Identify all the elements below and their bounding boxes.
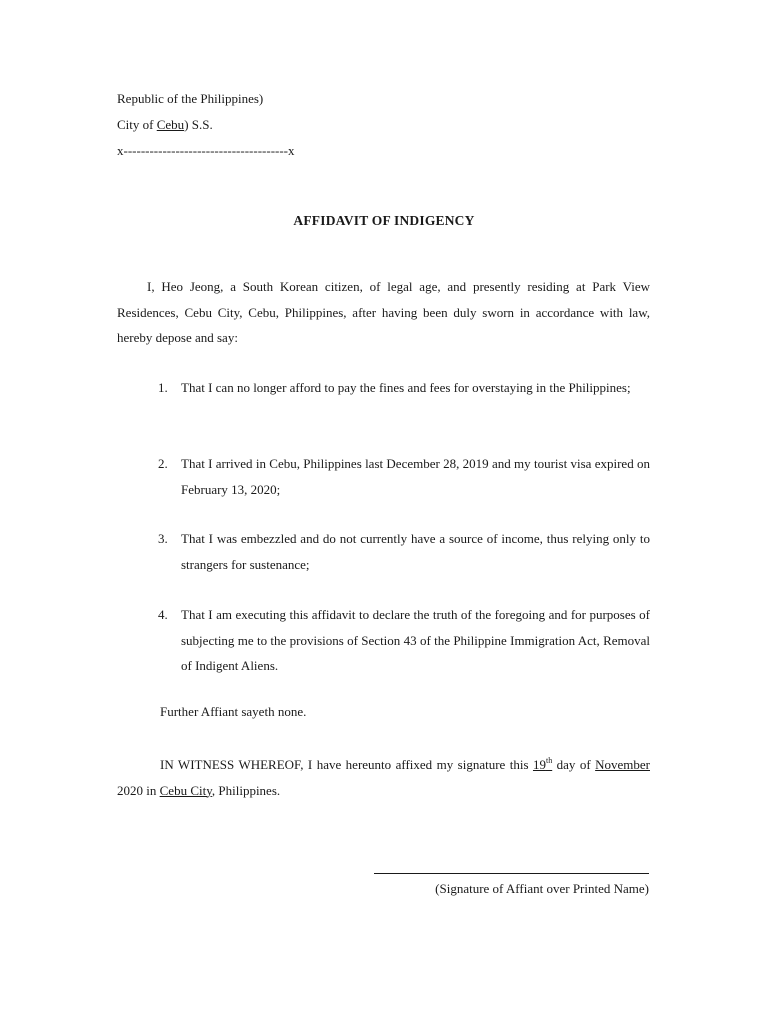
further-affiant-line: Further Affiant sayeth none.	[160, 704, 307, 719]
list-item	[117, 526, 650, 577]
item-text: That I arrived in Cebu, Philippines last December 28, 2019 and my tourist visa expired on February 13, 2020;	[181, 456, 650, 497]
venue-city-suffix: ) S.S.	[184, 117, 213, 132]
witness-paragraph	[117, 752, 650, 803]
signature-label: (Signature of Affiant over Printed Name)	[435, 881, 649, 896]
list-item	[117, 451, 650, 502]
list-item	[117, 602, 650, 679]
venue-block	[117, 86, 295, 164]
item-text: That I am executing this affidavit to declare the truth of the foregoing and for purposes of subjecting me to the provisions of Section 43 of the Philippine Immigration Act, Removal of Indigent Aliens.	[181, 607, 650, 673]
signature-line	[374, 873, 649, 874]
item-text: That I can no longer afford to pay the fines and fees for overstaying in the Philippines;	[181, 380, 631, 395]
venue-separator: x--------------------------------------x	[117, 143, 295, 158]
witness-post: , Philippines.	[211, 782, 281, 798]
venue-republic: Republic of the Philippines)	[117, 91, 264, 106]
item-number: 3.	[158, 531, 168, 546]
witness-day	[533, 757, 552, 772]
witness-pre: IN WITNESS WHEREOF, I have hereunto affixed my signature this	[160, 757, 533, 772]
witness-month: November	[595, 757, 650, 772]
item-text: That I was embezzled and do not currently have a source of income, thus relying only to strangers for sustenance;	[181, 531, 650, 572]
document-title: AFFIDAVIT OF INDIGENCY	[293, 213, 475, 228]
witness-day-number: 19	[532, 757, 546, 772]
witness-mid1: day of	[552, 757, 596, 772]
venue-city-prefix: City of	[117, 117, 157, 132]
intro-paragraph: I, Heo Jeong, a South Korean citizen, of legal age, and presently residing at Park View Residences, Cebu City, Cebu, Philippines, after having been duly sworn in accordance with law, hereby depose and say:	[117, 279, 650, 345]
item-number: 2.	[158, 456, 168, 471]
witness-place: Cebu City	[159, 782, 212, 798]
list-item	[117, 375, 650, 401]
witness-mid2: 2020 in	[117, 782, 160, 798]
venue-city	[117, 112, 295, 138]
item-number: 1.	[158, 380, 168, 395]
witness-day-suffix: th	[545, 756, 553, 765]
venue-city-name: Cebu	[156, 117, 185, 132]
item-number: 4.	[158, 607, 168, 622]
